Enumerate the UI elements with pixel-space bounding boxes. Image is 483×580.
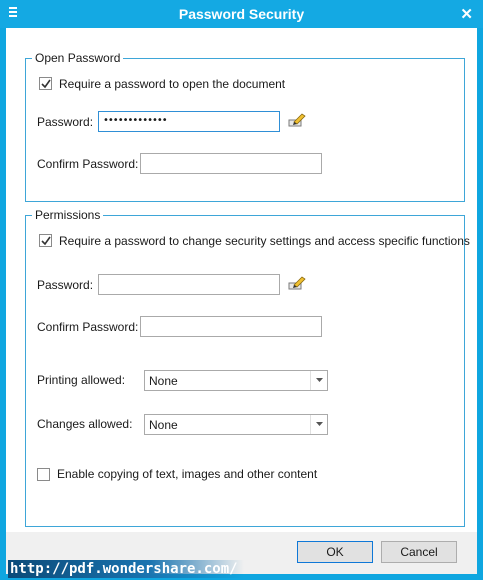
printing-allowed-label: Printing allowed:	[37, 373, 126, 387]
changes-allowed-value: None	[149, 418, 178, 432]
permissions-group	[25, 208, 470, 527]
cancel-button[interactable]: Cancel	[381, 541, 457, 563]
open-confirm-password-input[interactable]	[140, 153, 322, 174]
watermark-url: http://pdf.wondershare.com/	[8, 560, 244, 578]
chevron-down-icon[interactable]	[310, 371, 327, 390]
open-confirm-password-label: Confirm Password:	[37, 157, 139, 171]
title-bar	[0, 0, 483, 28]
open-password-group	[25, 51, 465, 202]
chevron-down-icon[interactable]	[310, 415, 327, 434]
permissions-confirm-password-input[interactable]	[140, 316, 322, 337]
ok-button[interactable]: OK	[297, 541, 373, 563]
open-password-label: Password:	[37, 115, 94, 129]
open-password-input[interactable]	[98, 111, 280, 132]
enable-copying-label: Enable copying of text, images and other content	[57, 467, 318, 481]
printing-allowed-select[interactable]	[144, 370, 328, 391]
require-permissions-password-checkbox[interactable]	[39, 234, 52, 247]
permissions-legend: Permissions	[32, 208, 103, 222]
printing-allowed-value: None	[149, 374, 178, 388]
edit-pen-icon[interactable]	[288, 113, 306, 127]
changes-allowed-select[interactable]	[144, 414, 328, 435]
checkmark-icon	[41, 79, 51, 89]
checkmark-icon	[41, 236, 51, 246]
permissions-confirm-password-label: Confirm Password:	[37, 320, 139, 334]
open-password-value: •••••••••••••	[103, 115, 167, 126]
require-open-password-checkbox[interactable]	[39, 77, 52, 90]
dialog-body	[6, 28, 477, 574]
require-permissions-password-label: Require a password to change security settings and access specific functions	[59, 234, 470, 248]
permissions-password-label: Password:	[37, 278, 94, 292]
open-password-legend: Open Password	[32, 51, 123, 65]
dialog-title: Password Security	[178, 6, 305, 22]
enable-copying-checkbox[interactable]	[37, 468, 50, 481]
changes-allowed-label: Changes allowed:	[37, 417, 133, 431]
require-open-password-label: Require a password to open the document	[59, 77, 286, 91]
permissions-password-input[interactable]	[98, 274, 280, 295]
close-icon[interactable]: ✕	[460, 6, 473, 23]
edit-pen-icon[interactable]	[288, 276, 306, 290]
